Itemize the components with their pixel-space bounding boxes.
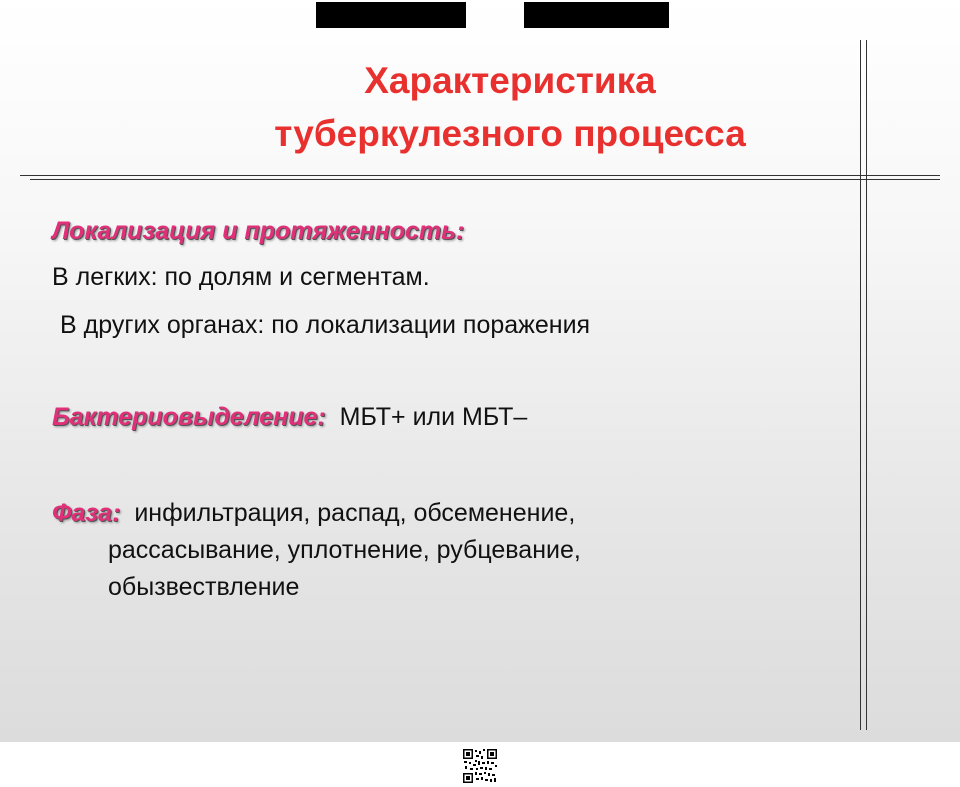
phase-text-line-1: инфильтрация, распад, обсеменение, xyxy=(134,499,576,527)
vertical-divider-left xyxy=(860,40,861,730)
redaction-bar-left xyxy=(316,2,466,28)
vertical-divider-right xyxy=(866,40,867,730)
localization-line xyxy=(52,216,464,246)
slide-title-line-1: Характеристика xyxy=(364,60,656,101)
phase-text-line-3: обызвествление xyxy=(108,573,300,601)
redaction-bar-right xyxy=(524,2,669,28)
bacteria-line xyxy=(52,402,527,432)
qr-code-icon xyxy=(462,748,498,784)
title-divider-top xyxy=(20,175,940,176)
bacteria-value: МБТ+ или МБТ– xyxy=(339,403,528,431)
localization-other-organs: В других органах: по локализации поражения xyxy=(60,311,591,339)
title-divider-bottom xyxy=(30,179,940,180)
phase-line xyxy=(52,498,575,528)
bacteria-heading: Бактериовыделение: xyxy=(52,403,326,431)
slide-title-line-2: туберкулезного процесса xyxy=(274,113,746,154)
phase-heading: Фаза: xyxy=(52,499,121,527)
localization-heading: Локализация и протяженность: xyxy=(52,217,465,245)
localization-lungs: В легких: по долям и сегментам. xyxy=(52,263,430,291)
phase-text-line-2: рассасывание, уплотнение, рубцевание, xyxy=(108,536,581,564)
